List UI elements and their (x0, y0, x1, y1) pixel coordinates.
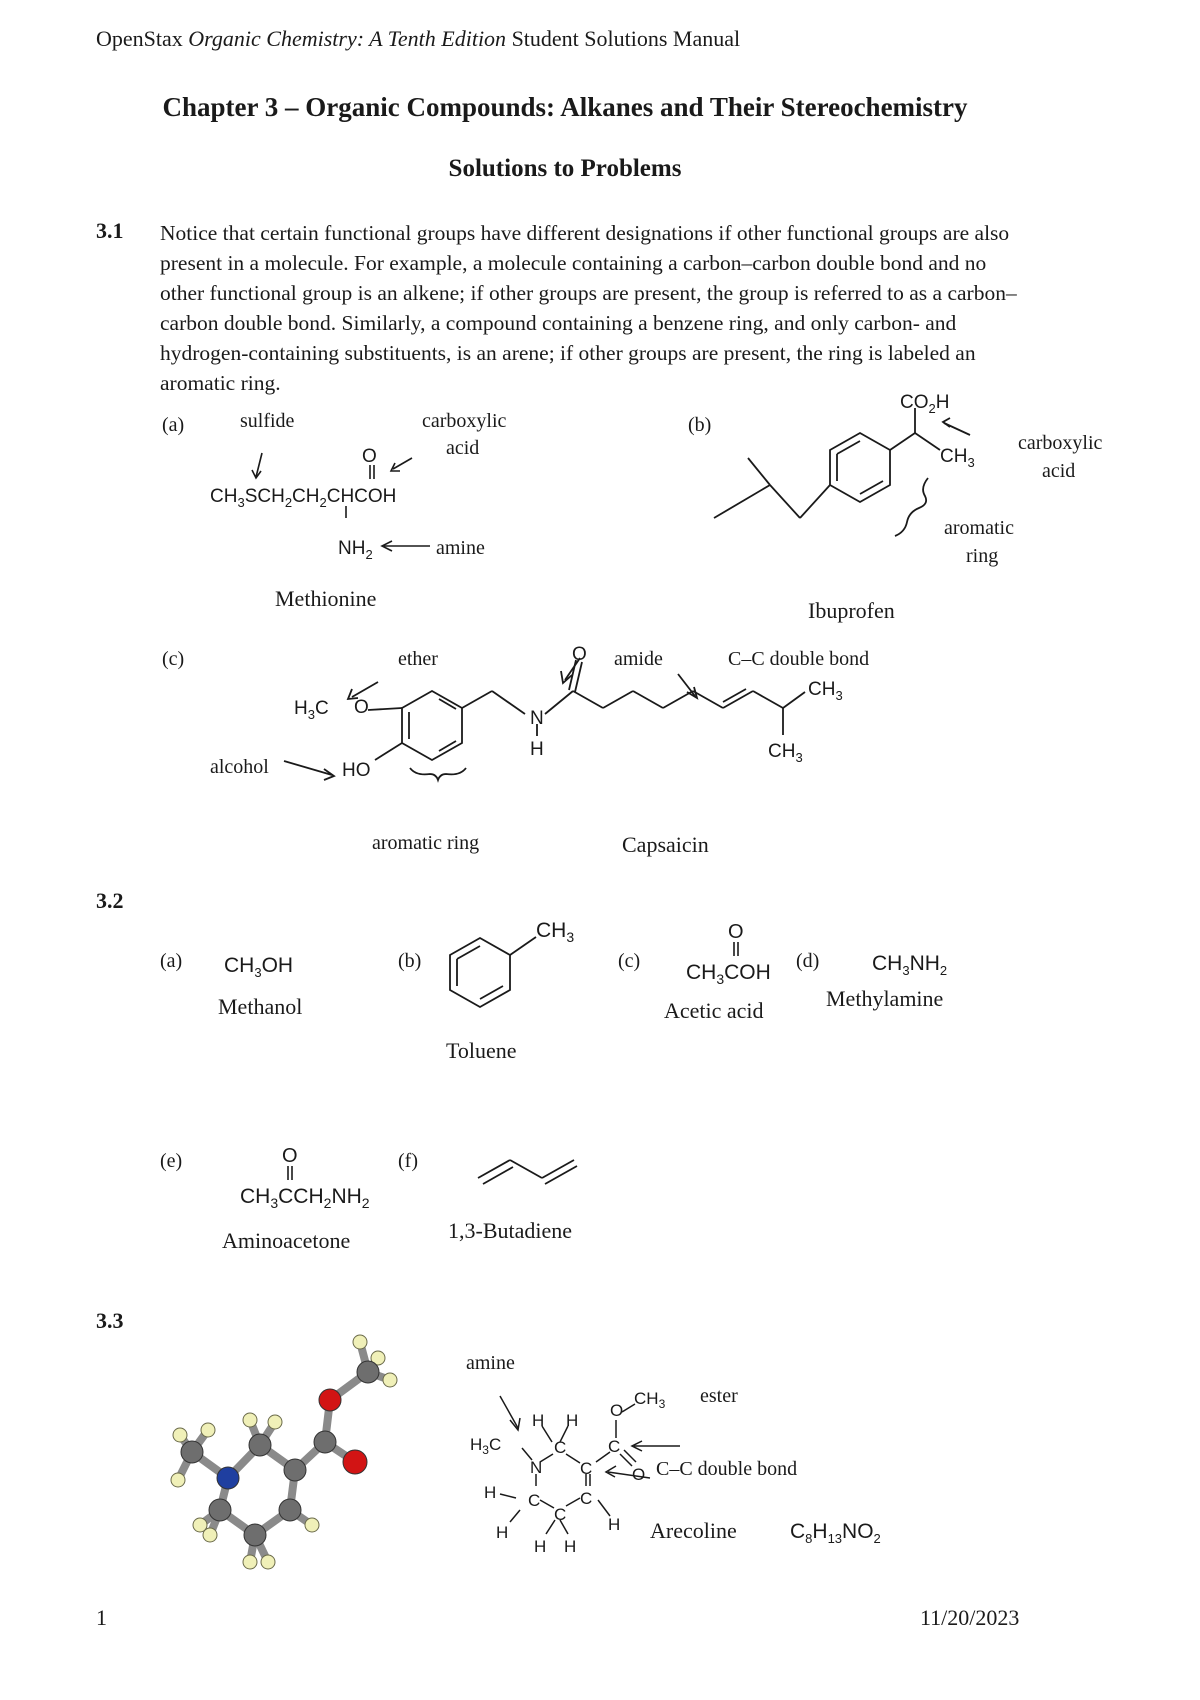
svg-text:N: N (530, 1458, 543, 1477)
ring-label-b: ring (966, 545, 999, 567)
problem-number-3-1: 3.1 (96, 218, 124, 243)
problem-3-1-text: Notice that certain functional groups have different designations if other functional groups are also present in a molecule. For example, a molecule containing a carbon–carbon double bond and no other functional group is an alkene; if other groups are present, the group is referred to as a carbon–carbon double bond. Similarly, a compound containing a benzene ring, and only carbon- and hydrogen-containing substituents, is an arene; if other groups are present, the ring is labeled an aromatic ring. (160, 221, 1017, 395)
svg-text:H: H (530, 739, 544, 760)
compound-name-butadiene: 1,3-Butadiene (448, 1218, 573, 1243)
problem-number-3-3: 3.3 (96, 1308, 124, 1333)
capsaicin-structure (280, 640, 920, 830)
svg-text:NH2: $NH_2$ (338, 538, 373, 562)
footer-date: 11/20/2023 (920, 1605, 1020, 1630)
svg-text:H: H (534, 1537, 547, 1556)
molecular-formula-arecoline: $C_8H_{13}NO_2$ (790, 1520, 881, 1547)
svg-text:CH3: $CH_3$ (536, 919, 575, 945)
compound-name-aminoacetone: Aminoacetone (222, 1228, 351, 1253)
acid-label: acid (446, 437, 480, 459)
aminoacetone-structure (236, 1140, 396, 1220)
svg-text:CH3: $CH_3$ (634, 1389, 666, 1411)
chapter-title: Chapter 3 – Organic Compounds: Alkanes and Their Stereochemistry (162, 92, 968, 122)
compound-name-acetic-acid: Acetic acid (664, 998, 764, 1023)
svg-text:H: H (564, 1537, 577, 1556)
carboxylic-label-b: carboxylic (1018, 432, 1103, 454)
arecoline-ball-and-stick-model (150, 1330, 420, 1580)
svg-text:N: N (530, 708, 544, 729)
svg-text:O: O (354, 697, 369, 718)
methionine-structure (190, 440, 450, 570)
svg-text:C: C (554, 1438, 567, 1457)
ether-label: ether (398, 648, 438, 670)
svg-text:H: H (566, 1411, 579, 1430)
compound-name-capsaicin: Capsaicin (622, 832, 709, 857)
svg-text:C: C (580, 1489, 593, 1508)
svg-text:O: O (282, 1145, 298, 1167)
part-label-3-2-d: (d) (796, 950, 820, 972)
svg-text:CH3: $CH_3$ (940, 446, 975, 470)
compound-name-methanol: Methanol (218, 994, 303, 1019)
toluene-structure (440, 915, 600, 1035)
svg-text:O: O (572, 644, 587, 665)
part-label-3-1-c: (c) (162, 648, 185, 670)
svg-text:CO2H: $CO_2H$ (900, 392, 950, 416)
svg-text:CH3: $CH_3$ (808, 679, 843, 703)
svg-text:C: C (608, 1437, 621, 1456)
compound-name-ibuprofen: Ibuprofen (808, 598, 895, 623)
svg-text:H: H (484, 1483, 497, 1502)
svg-text:O: O (632, 1465, 646, 1484)
aromatic-ring-label: aromatic ring (372, 832, 480, 854)
running-header: OpenStax Organic Chemistry: A Tenth Edition Student Solutions Manual (96, 26, 741, 51)
alcohol-label: alcohol (210, 756, 269, 778)
section-title: Solutions to Problems (448, 155, 682, 182)
svg-text:C: C (580, 1459, 593, 1478)
amine-label-3-3: amine (466, 1352, 515, 1374)
svg-text:HO: HO (342, 760, 371, 781)
butadiene-structure (470, 1140, 610, 1200)
aromatic-label-b: aromatic (944, 517, 1014, 539)
carboxylic-label: carboxylic (422, 410, 507, 432)
compound-name-methylamine: Methylamine (826, 986, 944, 1011)
svg-text:CH3COH: $CH_3COH$ (686, 961, 771, 986)
formula-methylamine: $CH_3NH_2$ (872, 952, 948, 979)
svg-text:O: O (610, 1401, 624, 1420)
svg-text:C: C (554, 1505, 567, 1524)
part-label-3-1-a: (a) (162, 414, 185, 436)
acetic-acid-structure (682, 916, 792, 986)
svg-text:H: H (608, 1515, 621, 1534)
ibuprofen-structure (700, 390, 1020, 580)
book-title: Organic Chemistry: A Tenth Edition (188, 26, 507, 51)
double-bond-label-3-3: C–C double bond (656, 1458, 798, 1480)
problem-number-3-2: 3.2 (96, 888, 124, 913)
svg-text:O: O (362, 446, 377, 467)
svg-text:H3C: $H_3C$ (294, 698, 329, 722)
svg-text:O: O (728, 921, 744, 943)
page-number: 1 (96, 1605, 107, 1630)
formula-methanol: $CH_3OH$ (224, 954, 294, 981)
part-label-3-2-c: (c) (618, 950, 641, 972)
amide-label: amide (614, 648, 663, 670)
svg-text:H: H (496, 1523, 509, 1542)
part-label-3-2-a: (a) (160, 950, 183, 972)
part-label-3-2-f: (f) (398, 1150, 418, 1172)
svg-text:CH3CCH2NH2: $CH_3CCH_2NH_2$ (240, 1185, 370, 1211)
compound-name-methionine: Methionine (275, 586, 377, 611)
svg-text:CH3SCH2CH2CHCOH: $CH_3SCH_2CH_2CHCOH$ (210, 486, 397, 510)
sulfide-label: sulfide (240, 410, 295, 432)
double-bond-label: C–C double bond (728, 648, 870, 670)
svg-text:CH3: $CH_3$ (768, 741, 803, 765)
part-label-3-1-b: (b) (688, 414, 712, 436)
part-label-3-2-b: (b) (398, 950, 422, 972)
svg-text:C: C (528, 1491, 541, 1510)
amine-label: amine (436, 537, 485, 559)
svg-text:H3C: $H_3C$ (470, 1435, 502, 1457)
arecoline-structure (460, 1370, 710, 1590)
compound-name-toluene: Toluene (446, 1038, 517, 1063)
ester-label: ester (700, 1385, 738, 1407)
svg-text:H: H (532, 1411, 545, 1430)
part-label-3-2-e: (e) (160, 1150, 183, 1172)
acid-label-b: acid (1042, 460, 1076, 482)
compound-name-arecoline: Arecoline (650, 1518, 737, 1543)
